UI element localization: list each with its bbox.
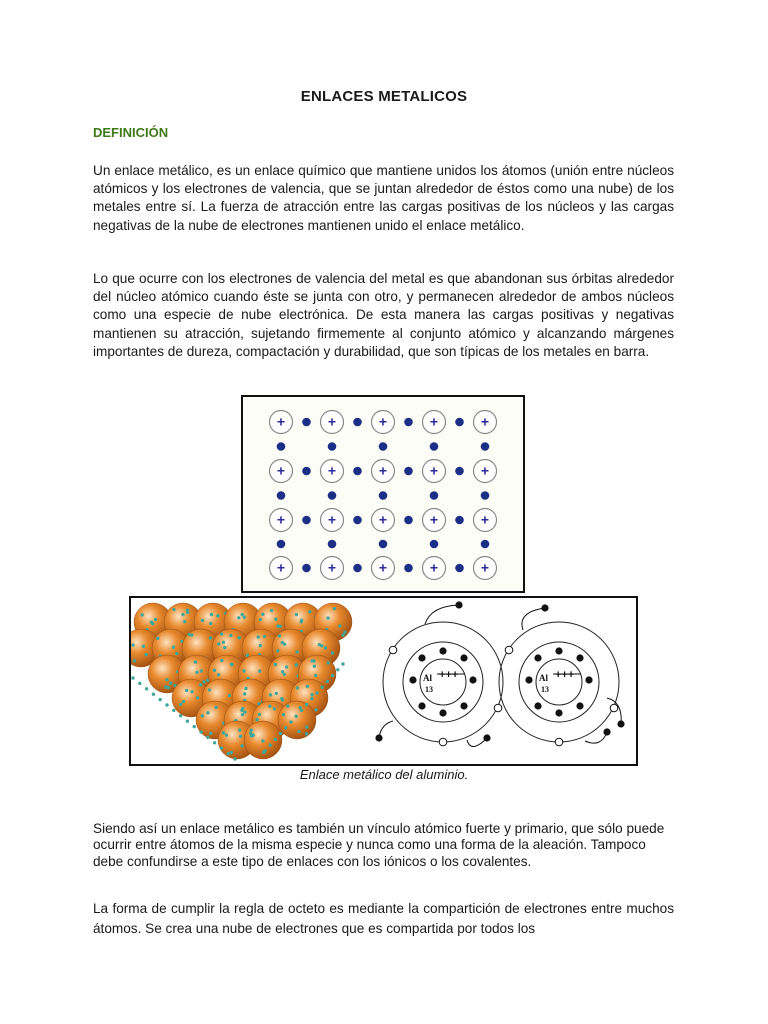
electron-dot [277, 442, 286, 451]
electron-sea-dot [133, 659, 136, 662]
inner-electron [460, 702, 467, 709]
electron-sea-dot [145, 687, 148, 690]
outer-orbit [383, 622, 503, 742]
free-electron [617, 720, 624, 727]
electron-dot [353, 418, 362, 427]
electron-dot [353, 516, 362, 525]
inner-electron [418, 702, 425, 709]
electron-sea-dot [188, 633, 191, 636]
electron-sea-dot [240, 744, 243, 747]
electron-dot [328, 540, 337, 549]
electron-sea-dot [209, 622, 212, 625]
electron-sea-dot [326, 616, 329, 619]
electron-sea-dot [239, 735, 242, 738]
electron-sea-dot [308, 610, 311, 613]
ion-plus-label: + [480, 559, 490, 576]
electron-dot [277, 491, 286, 500]
electron-sea-dot [159, 698, 162, 701]
electron-sea-dot [274, 738, 277, 741]
electron-sea-dot [312, 659, 315, 662]
electron-sea-dot [238, 728, 241, 731]
electron-dot [404, 467, 413, 476]
electron-sea-dot [295, 613, 298, 616]
electron-sea-dot [285, 665, 288, 668]
electron-sea-dot [243, 692, 246, 695]
electron-sea-dot [320, 644, 323, 647]
electron-sea-dot [138, 682, 141, 685]
inner-electron [525, 676, 532, 683]
electron-dot [404, 564, 413, 573]
electron-sea-dot [273, 707, 276, 710]
inner-electron [585, 676, 592, 683]
electron-sea-dot [276, 649, 279, 652]
atomic-number: 13 [541, 685, 549, 694]
electron-sea-dot [131, 643, 134, 646]
electron-sea-dot [228, 694, 231, 697]
electron-sea-dot [145, 653, 148, 656]
ion-plus-label: + [276, 559, 286, 576]
ion-plus-label: + [327, 559, 337, 576]
electron-dot [455, 564, 464, 573]
electron-dot [379, 442, 388, 451]
electron-sea-dot [181, 613, 184, 616]
electron-sea-dot [220, 632, 223, 635]
electron-sea-dot [276, 624, 279, 627]
electron-dot [353, 467, 362, 476]
vacancy [439, 738, 447, 746]
electron-sea-dot [300, 619, 303, 622]
vacancy [389, 646, 397, 654]
electron-sea-dot [222, 731, 225, 734]
ion-plus-label: + [480, 413, 490, 430]
electron-sea-dot [200, 669, 203, 672]
electron-sea-dot [281, 641, 284, 644]
electron-sea-dot [295, 715, 298, 718]
electron-sea-dot [306, 685, 309, 688]
electron-sea-dot [182, 700, 185, 703]
electron-sea-dot [206, 711, 209, 714]
electron-sea-dot [150, 620, 153, 623]
electron-sea-dot [194, 660, 197, 663]
electron-sea-dot [279, 732, 282, 735]
electron-sea-dot [263, 749, 266, 752]
electron-dot [302, 467, 311, 476]
electron-dot [481, 540, 490, 549]
electron-sea-dot [274, 663, 277, 666]
paragraph-3: Siendo así un enlace metálico es también un vínculo atómico fuerte y primario, que sólo puede ocurrir entre átomos de la misma especie y nunca como una forma de la aleación. Tampoco debe confundirse a este tipo de enlaces con los iónicos o los covalentes. [93, 821, 665, 869]
free-electron [455, 601, 462, 608]
electron-sea-dot [331, 651, 334, 654]
electron-sea-dot [284, 726, 287, 729]
electron-sea-dot [269, 693, 272, 696]
electron-sea-dot [179, 714, 182, 717]
electron-sea-dot [310, 693, 313, 696]
electron-sea-dot [220, 747, 223, 750]
electron-sea-dot [243, 616, 246, 619]
electron-sea-dot [341, 662, 344, 665]
electron-sea-dot [230, 751, 233, 754]
electron-sea-dot [186, 720, 189, 723]
atom-symbol: Al [539, 673, 548, 683]
inner-electron [439, 647, 446, 654]
electron-sea-dot [229, 634, 232, 637]
electron-sea-dot [268, 704, 271, 707]
electron-path-arrow [522, 608, 545, 630]
electron-sea-dot [341, 633, 344, 636]
electron-sea-dot [165, 703, 168, 706]
electron-dot [455, 516, 464, 525]
electron-sea-dot [331, 674, 334, 677]
electron-sea-dot [172, 608, 175, 611]
electron-sea-dot [305, 732, 308, 735]
electron-dot [455, 467, 464, 476]
electron-dot [302, 564, 311, 573]
outer-orbit [499, 622, 619, 742]
electron-sea-dot [343, 630, 346, 633]
electron-sea-dot [297, 730, 300, 733]
inner-electron [534, 654, 541, 661]
electron-sea-dot [246, 653, 249, 656]
electron-dot [430, 540, 439, 549]
electron-sea-dot [326, 680, 329, 683]
electron-sea-dot [237, 616, 240, 619]
electron-sea-dot [154, 618, 157, 621]
electron-sea-dot [241, 707, 244, 710]
electron-sea-dot [275, 692, 278, 695]
ion-plus-label: + [276, 511, 286, 528]
metal-lattice-figure [241, 395, 525, 593]
electron-sea-dot [300, 709, 303, 712]
electron-path-arrow [425, 605, 459, 624]
electron-sea-dot [183, 620, 186, 623]
electron-sea-dot [222, 641, 225, 644]
atomic-number: 13 [425, 685, 433, 694]
electron-sea-dot [230, 663, 233, 666]
inner-electron [469, 676, 476, 683]
inner-electron [555, 647, 562, 654]
electron-sea-dot [305, 725, 308, 728]
electron-sea-dot [199, 683, 202, 686]
figure-caption: Enlace metálico del aluminio. [299, 767, 469, 782]
electron-sea-dot [296, 686, 299, 689]
electron-sea-dot [282, 713, 285, 716]
ion-plus-label: + [276, 462, 286, 479]
electron-sea-dot [259, 618, 262, 621]
aluminum-bond-figure [129, 596, 638, 766]
electron-sea-dot [305, 703, 308, 706]
electron-sea-dot [152, 693, 155, 696]
electron-sea-dot [185, 689, 188, 692]
inner-electron [418, 654, 425, 661]
ion-plus-label: + [480, 462, 490, 479]
inner-electron [576, 654, 583, 661]
section-heading-definicion: DEFINICIÓN [93, 125, 169, 140]
electron-dot [481, 442, 490, 451]
electron-dot [379, 540, 388, 549]
electron-sea-dot [193, 725, 196, 728]
electron-sea-dot [314, 708, 317, 711]
electron-sea-dot [233, 757, 236, 760]
free-electron [603, 728, 610, 735]
electron-sea-dot [336, 668, 339, 671]
electron-dot [430, 442, 439, 451]
inner-electron [409, 676, 416, 683]
electron-sea-dot [220, 659, 223, 662]
electron-sea-dot [175, 652, 178, 655]
paragraph-1: Un enlace metálico, es un enlace químico que mantiene unidos los átomos (unión entre núcleos atómicos y los electrones de valencia, que se juntan alrededor de éstos como una nube) de los metales entre sí. La fuerza de atracción entre las cargas positivas de los núcleos y las cargas negativas de la nube de electrones mantienen unido el enlace metálico. [93, 163, 674, 233]
electron-sea-dot [179, 703, 182, 706]
ion-plus-label: + [378, 559, 388, 576]
ion-plus-label: + [327, 413, 337, 430]
electron-sea-dot [244, 687, 247, 690]
ion-plus-label: + [378, 462, 388, 479]
electron-sea-dot [217, 673, 220, 676]
electron-sea-dot [280, 697, 283, 700]
electron-dot [430, 491, 439, 500]
free-electron [375, 734, 382, 741]
electron-sea-dot [243, 710, 246, 713]
electron-sea-dot [313, 665, 316, 668]
electron-sea-dot [321, 686, 324, 689]
ion-plus-label: + [327, 511, 337, 528]
vacancy [555, 738, 563, 746]
inner-electron [576, 702, 583, 709]
electron-sea-dot [295, 663, 298, 666]
ion-plus-label: + [327, 462, 337, 479]
page-title: ENLACES METALICOS [300, 88, 468, 105]
electron-dot [455, 418, 464, 427]
inner-electron [555, 709, 562, 716]
electron-sea-dot [213, 669, 216, 672]
nucleus-charges: +++ [439, 669, 459, 681]
electron-sea-dot [269, 744, 272, 747]
electron-sea-dot [314, 674, 317, 677]
electron-sea-dot [208, 688, 211, 691]
electron-sea-dot [242, 669, 245, 672]
electron-sea-dot [310, 697, 313, 700]
electron-sea-dot [286, 704, 289, 707]
ion-plus-label: + [429, 511, 439, 528]
electron-sea-dot [209, 636, 212, 639]
vacancy [494, 704, 502, 712]
electron-sea-dot [251, 734, 254, 737]
metal-ion-sphere [278, 701, 316, 739]
ion-plus-label: + [378, 511, 388, 528]
electron-sea-dot [131, 676, 134, 679]
electron-sea-dot [156, 637, 159, 640]
electron-sea-dot [213, 741, 216, 744]
electron-sea-dot [190, 690, 193, 693]
electron-sea-dot [167, 686, 170, 689]
electron-dot [404, 516, 413, 525]
electron-sea-dot [261, 739, 264, 742]
electron-sea-dot [283, 673, 286, 676]
electron-dot [353, 564, 362, 573]
electron-sea-dot [225, 733, 228, 736]
electron-sea-dot [315, 691, 318, 694]
electron-sea-dot [165, 678, 168, 681]
electron-sea-dot [141, 613, 144, 616]
electron-sea-dot [289, 720, 292, 723]
electron-sea-dot [255, 718, 258, 721]
nucleus-charges: +++ [555, 669, 575, 681]
electron-sea-dot [227, 752, 230, 755]
free-electron [483, 734, 490, 741]
electron-dot [328, 491, 337, 500]
electron-sea-dot [257, 635, 260, 638]
electron-sea-dot [172, 709, 175, 712]
electron-sea-dot [333, 607, 336, 610]
electron-sea-dot [324, 646, 327, 649]
paragraph-2: Lo que ocurre con los electrones de valencia del metal es que abandonan sus órbitas alrededor del núcleo atómico cuando éste se junta con otro, y permanecen alrededor de ambos núcleos como una especie de nube electrónica. De esta manera las cargas positivas y negativas mantienen su atracción, sujetando firmemente al conjunto atómico y alcanzando márgenes importantes de dureza, compactación y durabilidad, que son típicas de los metales en barra. [93, 271, 674, 359]
electron-sea-dot [201, 619, 204, 622]
electron-sea-dot [237, 636, 240, 639]
ion-plus-label: + [378, 413, 388, 430]
free-electron [541, 604, 548, 611]
electron-dot [379, 491, 388, 500]
electron-sea-dot [217, 642, 220, 645]
electron-dot [302, 418, 311, 427]
atom-symbol: Al [423, 673, 432, 683]
electron-sea-dot [199, 730, 202, 733]
electron-sea-dot [210, 613, 213, 616]
inner-electron [460, 654, 467, 661]
electron-dot [328, 442, 337, 451]
electron-sea-dot [338, 624, 341, 627]
electron-dot [277, 540, 286, 549]
vacancy [505, 646, 513, 654]
electron-sea-dot [274, 618, 277, 621]
inner-electron [534, 702, 541, 709]
electron-sea-dot [327, 661, 330, 664]
electron-dot [302, 516, 311, 525]
ion-plus-label: + [429, 462, 439, 479]
ion-plus-label: + [429, 413, 439, 430]
electron-sea-dot [263, 635, 266, 638]
electron-sea-dot [270, 609, 273, 612]
ion-plus-label: + [429, 559, 439, 576]
electron-path-arrow [585, 732, 607, 743]
electron-sea-dot [259, 644, 262, 647]
electron-sea-dot [195, 671, 198, 674]
electron-sea-dot [196, 696, 199, 699]
electron-sea-dot [278, 634, 281, 637]
electron-sea-dot [258, 713, 261, 716]
electron-sea-dot [209, 732, 212, 735]
electron-sea-dot [201, 714, 204, 717]
paragraph-4: La forma de cumplir la regla de octeto es mediante la compartición de electrones entre muchos átomos. Se crea una nube de electrones que es compartida por todos los [93, 901, 674, 936]
electron-sea-dot [216, 614, 219, 617]
electron-sea-dot [186, 611, 189, 614]
electron-sea-dot [172, 645, 175, 648]
electron-sea-dot [169, 682, 172, 685]
ion-plus-label: + [276, 413, 286, 430]
electron-sea-dot [223, 646, 226, 649]
vacancy [610, 704, 618, 712]
electron-dot [404, 418, 413, 427]
electron-sea-dot [250, 728, 253, 731]
ion-plus-label: + [480, 511, 490, 528]
electron-sea-dot [240, 613, 243, 616]
electron-sea-dot [295, 650, 298, 653]
electron-sea-dot [241, 713, 244, 716]
inner-electron [439, 709, 446, 716]
electron-sea-dot [261, 613, 264, 616]
electron-sea-dot [142, 645, 145, 648]
electron-sea-dot [214, 706, 217, 709]
electron-dot [481, 491, 490, 500]
electron-sea-dot [258, 669, 261, 672]
electron-sea-dot [206, 736, 209, 739]
